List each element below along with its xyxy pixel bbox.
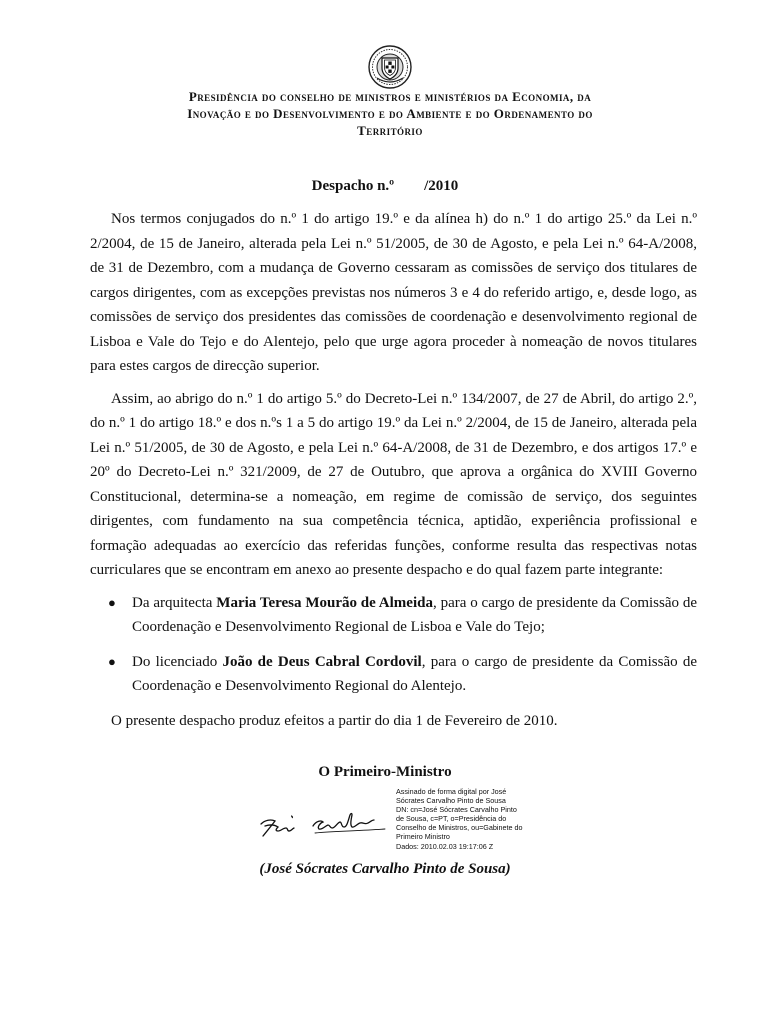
document-body xyxy=(90,207,697,741)
header-line-3: Território xyxy=(357,123,423,138)
despacho-label: Despacho n.º xyxy=(311,178,395,194)
digital-signature-line: DN: cn=José Sócrates Carvalho Pinto xyxy=(396,805,517,815)
digital-signature-line: Conselho de Ministros, ou=Gabinete do xyxy=(396,823,523,833)
digital-signature-block xyxy=(396,787,546,851)
list-item xyxy=(90,591,697,640)
bullet-icon: ● xyxy=(108,594,116,610)
appointee-name: Maria Teresa Mourão de Almeida xyxy=(216,594,433,611)
appointee-name: João de Deus Cabral Cordovil xyxy=(222,653,422,670)
digital-signature-line: de Sousa, c=PT, o=Presidência do xyxy=(396,814,507,824)
appointment-suffix: , para o cargo de presidente da Comissão de Coordenação e Desenvolvimento Regional de Lisboa e Vale do Tejo; xyxy=(132,594,698,635)
digital-signature-line: Dados: 2010.02.03 19:17:06 Z xyxy=(396,841,494,851)
paragraph-effective-date: O presente despacho produz efeitos a partir do dia 1 de Fevereiro de 2010. xyxy=(111,712,558,729)
appointment-prefix: Do licenciado xyxy=(132,653,223,670)
minister-title: O Primeiro-Ministro xyxy=(318,764,452,780)
digital-signature-line: Sócrates Carvalho Pinto de Sousa xyxy=(396,796,506,806)
header-line-2: Inovação e do Desenvolvimento e do Ambiente e do Ordenamento do xyxy=(187,106,593,121)
appointment-suffix: , para o cargo de presidente da Comissão de Coordenação e Desenvolvimento Regional do Alentejo. xyxy=(132,653,697,694)
signer-name: (José Sócrates Carvalho Pinto de Sousa) xyxy=(259,861,511,877)
despacho-title xyxy=(0,178,770,195)
bullet-icon: ● xyxy=(108,653,116,669)
appointment-prefix: Da arquitecta xyxy=(132,594,217,611)
digital-signature-line: Primeiro Ministro xyxy=(396,832,450,842)
digital-signature-line: Assinado de forma digital por José xyxy=(396,787,507,796)
ministry-header xyxy=(100,88,680,139)
handwritten-signature xyxy=(255,806,390,842)
paragraph-preamble: Nos termos conjugados do n.º 1 do artigo 19.º e da alínea h) do n.º 1 do artigo 25.º da Lei n.º 2/2004, de 15 de Janeiro, alterada pela Lei n.º 51/2005, de 30 de Agosto, e pela Lei n.º 64-A/2008, de 31 de Dezembro, com a mudança de Governo cessaram as comissões de serviço dos titulares de cargos dirigentes, com as excepções previstas nos números 3 e 4 do referido artigo, e, desde logo, as comissões de serviço dos presidentes das comissões de coordenação e desenvolvimento regional de Lisboa e Vale do Tejo e do Alentejo, pelo que urge agora proceder à nomeação de novos titulares para estes cargos de direcção superior. xyxy=(90,211,697,374)
paragraph-determination: Assim, ao abrigo do n.º 1 do artigo 5.º do Decreto-Lei n.º 134/2007, de 27 de Abril, do artigo 2.º, do n.º 1 do artigo 18.º e dos n.ºs 1 a 5 do artigo 19.º da Lei n.º 2/2004, de 15 de Janeiro, alterada pela Lei n.º 51/2005, de 30 de Agosto, e pela Lei n.º 64-A/2008, de 31 de Dezembro, e dos artigos 17.º e 20º do Decreto-Lei n.º 321/2009, de 27 de Outubro, que aprova a orgânica do XVIII Governo Constitucional, determina-se a nomeação, em regime de comissão de serviço, dos seguintes dirigentes, com fundamento na sua competência técnica, aptidão, experiência profissional e formação adequadas ao exercício das referidas funções, conforme resulta das respectivas notas curriculares que se encontram em anexo ao presente despacho e do qual fazem parte integrante: xyxy=(90,390,697,578)
appointments-list xyxy=(90,591,697,699)
despacho-year: /2010 xyxy=(424,178,459,194)
header-line-1: Presidência do conselho de ministros e ministérios da Economia, da xyxy=(188,89,592,104)
list-item xyxy=(90,650,697,699)
coat-of-arms-icon xyxy=(367,44,413,90)
